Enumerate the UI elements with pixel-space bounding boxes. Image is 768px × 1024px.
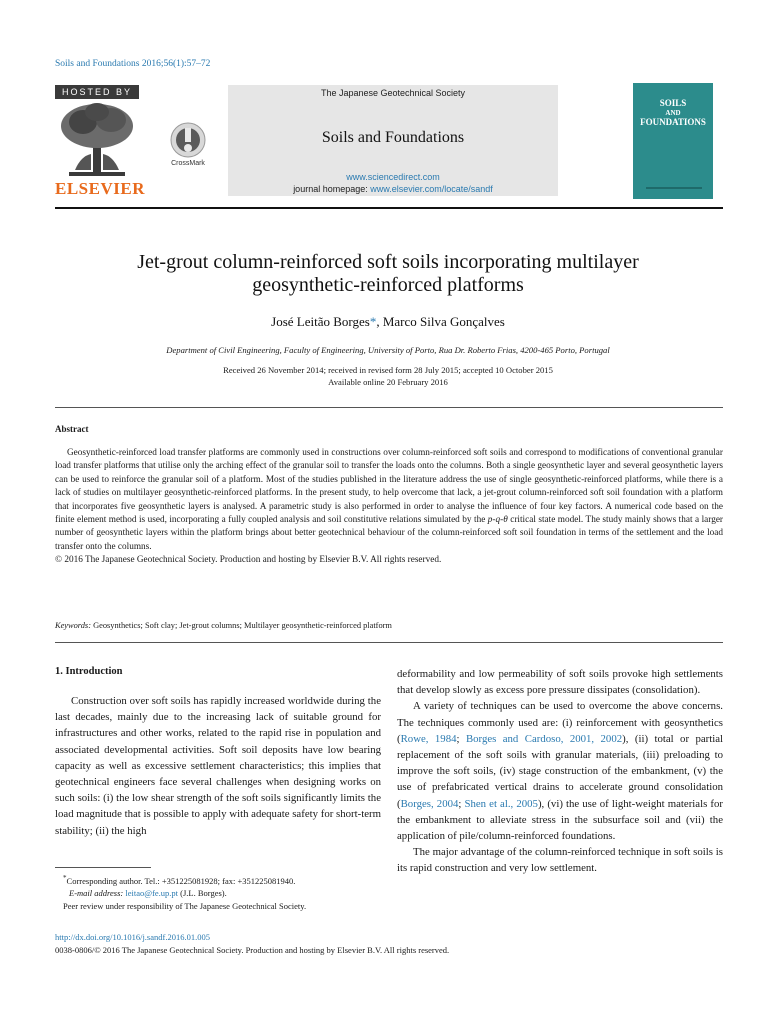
crossmark-icon[interactable]: [170, 122, 206, 158]
abstract-body: [55, 447, 723, 568]
header-divider: [55, 207, 723, 209]
paragraph: deformability and low permeability of soft soils provoke high settlements that develop slowly as excess pore pressure dissipates (consolidation).: [397, 668, 723, 697]
paragraph-text: A variety of techniques can be used to overcome the above concerns. The techniques commonly used are: (i) reinforcement with geosynthetics (: [397, 700, 723, 745]
email-owner: (J.L. Borges).: [178, 888, 227, 899]
cover-footer-bar: [646, 187, 702, 189]
crossmark-label: CrossMark: [171, 160, 205, 167]
reference-link[interactable]: Borges, 2004: [400, 797, 459, 810]
section-heading-introduction: 1. Introduction: [55, 666, 123, 677]
online-date: Available online 20 February 2016: [328, 377, 448, 387]
homepage-label: journal homepage:: [293, 184, 371, 194]
footnote-peer-review: Peer review under responsibility of The Japanese Geotechnical Society.: [63, 900, 307, 911]
author-name: Marco Silva Gonçalves: [382, 314, 505, 329]
elsevier-tree-logo: [55, 100, 139, 178]
left-column: [55, 693, 381, 839]
title-line: Jet-grout column-reinforced soft soils incorporating multilayer: [137, 251, 639, 273]
abstract-top-divider: [55, 407, 723, 408]
author-separator: ,: [376, 314, 383, 329]
cover-title-line: FOUNDATIONS: [640, 117, 706, 127]
corresponding-author-mark[interactable]: *: [369, 314, 377, 329]
author-list: [90, 314, 686, 330]
footnotes: [55, 872, 395, 912]
footnote-corresponding: [55, 872, 395, 887]
keywords-divider: [55, 642, 723, 643]
abstract-copyright: © 2016 The Japanese Geotechnical Society. Production and hosting by Elsevier B.V. All rights reserved.: [55, 555, 442, 566]
keywords: [55, 621, 723, 630]
paragraph-text: ), (ii) total or partial replacement of the soft soils with granular materials, (iii) preloading to improve the soft soils, (iv) stage construction of the embankment, (v) the use of prefabricated vertical drains to accelerate ground consolidation (: [397, 732, 724, 810]
footnote-divider: [55, 867, 151, 868]
email-label: E-mail address:: [69, 888, 124, 899]
model-name: p-q-θ: [487, 515, 508, 526]
affiliation: Department of Civil Engineering, Faculty of Engineering, University of Porto, Rua Dr. Roberto Frias, 4200-465 Porto, Portugal: [166, 345, 610, 355]
doi-url[interactable]: http://dx.doi.org/10.1016/j.sandf.2016.01.005: [55, 932, 210, 942]
sciencedirect-link[interactable]: www.sciencedirect.com: [346, 172, 440, 182]
ref-separator: ;: [456, 732, 466, 745]
reference-link[interactable]: Borges and Cardoso, 2001, 2002: [465, 732, 623, 745]
footnote-text: Corresponding author. Tel.: +351225081928; fax: +351225081940.: [66, 875, 296, 886]
email-link[interactable]: leitao@fe.up.pt: [125, 888, 179, 899]
doi-link[interactable]: [55, 932, 210, 942]
footnote-email: [55, 887, 395, 900]
journal-homepage: [228, 184, 558, 194]
abstract-heading: Abstract: [55, 424, 89, 434]
keywords-list: Geosynthetics; Soft clay; Jet-grout columns; Multilayer geosynthetic-reinforced platform: [90, 621, 392, 630]
footnote-mark: *: [63, 874, 67, 882]
abstract-text: Geosynthetic-reinforced load transfer platforms are commonly used in constructions over column-reinforced soft soils and correspond to modifications of conventional granular load transfer platforms that utilise only the arching effect of the granular soil to transfer the loads onto the columns. Both a single geosynthetic layer and several geosynthetic layers can be used to reinforce the granular soil of a platform. Most of the studies published in the literature address the use of single geosynthetic-reinforced platforms, while there is a lack of studies on multilayer geosynthetic-reinforced platforms. In the present study, to help overcome that lack, a jet-grout column-reinforced soft soil foundation with a platform that incorporates five geosynthetic layers is analysed. A parametric study is also performed in order to analyse the influence of four key factors. A numerical code based on the finite element method is used, incorporating a fully coupled analysis and soil constitutive relations simulated by the: [55, 448, 723, 526]
received-dates: Received 26 November 2014; received in revised form 28 July 2015; accepted 10 October 2015: [223, 365, 553, 375]
keywords-label: Keywords:: [55, 621, 91, 630]
issn-copyright: 0038-0806/© 2016 The Japanese Geotechnical Society. Production and hosting by Elsevier B.V. All rights reserved.: [55, 945, 450, 955]
paragraph: [397, 698, 723, 844]
cover-title: [633, 99, 713, 128]
hosted-by-label: HOSTED BY: [55, 85, 139, 99]
article-title: [90, 251, 686, 297]
journal-citation-link[interactable]: Soils and Foundations 2016;56(1):57–72: [55, 59, 211, 69]
paragraph-text: ), (vi) the use of light-weight materials for the embankment to alleviate stress in the subsurface soil and (vii) the application of pile/column-reinforced foundations.: [397, 797, 723, 843]
paragraph: The major advantage of the column-reinforced technique in soft soils is its rapid construction and very low settlement.: [397, 846, 723, 875]
homepage-link[interactable]: www.elsevier.com/locate/sandf: [370, 184, 493, 194]
cover-title-line: AND: [665, 108, 681, 117]
article-dates: [90, 364, 686, 388]
elsevier-logo-text: ELSEVIER: [55, 179, 145, 198]
right-column: [397, 666, 723, 877]
reference-link[interactable]: Rowe, 1984: [400, 732, 457, 745]
title-line: geosynthetic-reinforced platforms: [252, 274, 524, 296]
ref-separator: ;: [458, 797, 465, 810]
cover-title-line: SOILS: [659, 98, 687, 108]
society-name: The Japanese Geotechnical Society: [320, 88, 466, 98]
journal-title: Soils and Foundations: [321, 129, 465, 146]
paragraph: Construction over soft soils has rapidly increased worldwide during the last decades, mainly due to the increasing lack of suitable ground for infrastructures and other works, related to the rapid rise in population and associated developmental activities. Soft soil deposits have low bearing capacity as well as excessive settlement characteristics; this implies that geotechnical engineers face several challenges when designing works on such soils: (i) the low shear strength of the soft soils significantly limits the load magnitude that is possible to apply with adequate safety for short-term stability; (ii) the high: [55, 695, 381, 837]
abstract-text: critical state model. The study mainly shows that a larger number of geosynthetic layers within the platform brings about better geotechnical behaviour of the column-reinforced soft soil foundation in terms of the settlement and the load transfer onto the columns.: [55, 515, 724, 552]
author-name: José Leitão Borges: [271, 314, 370, 329]
reference-link[interactable]: Shen et al., 2005: [464, 797, 538, 810]
